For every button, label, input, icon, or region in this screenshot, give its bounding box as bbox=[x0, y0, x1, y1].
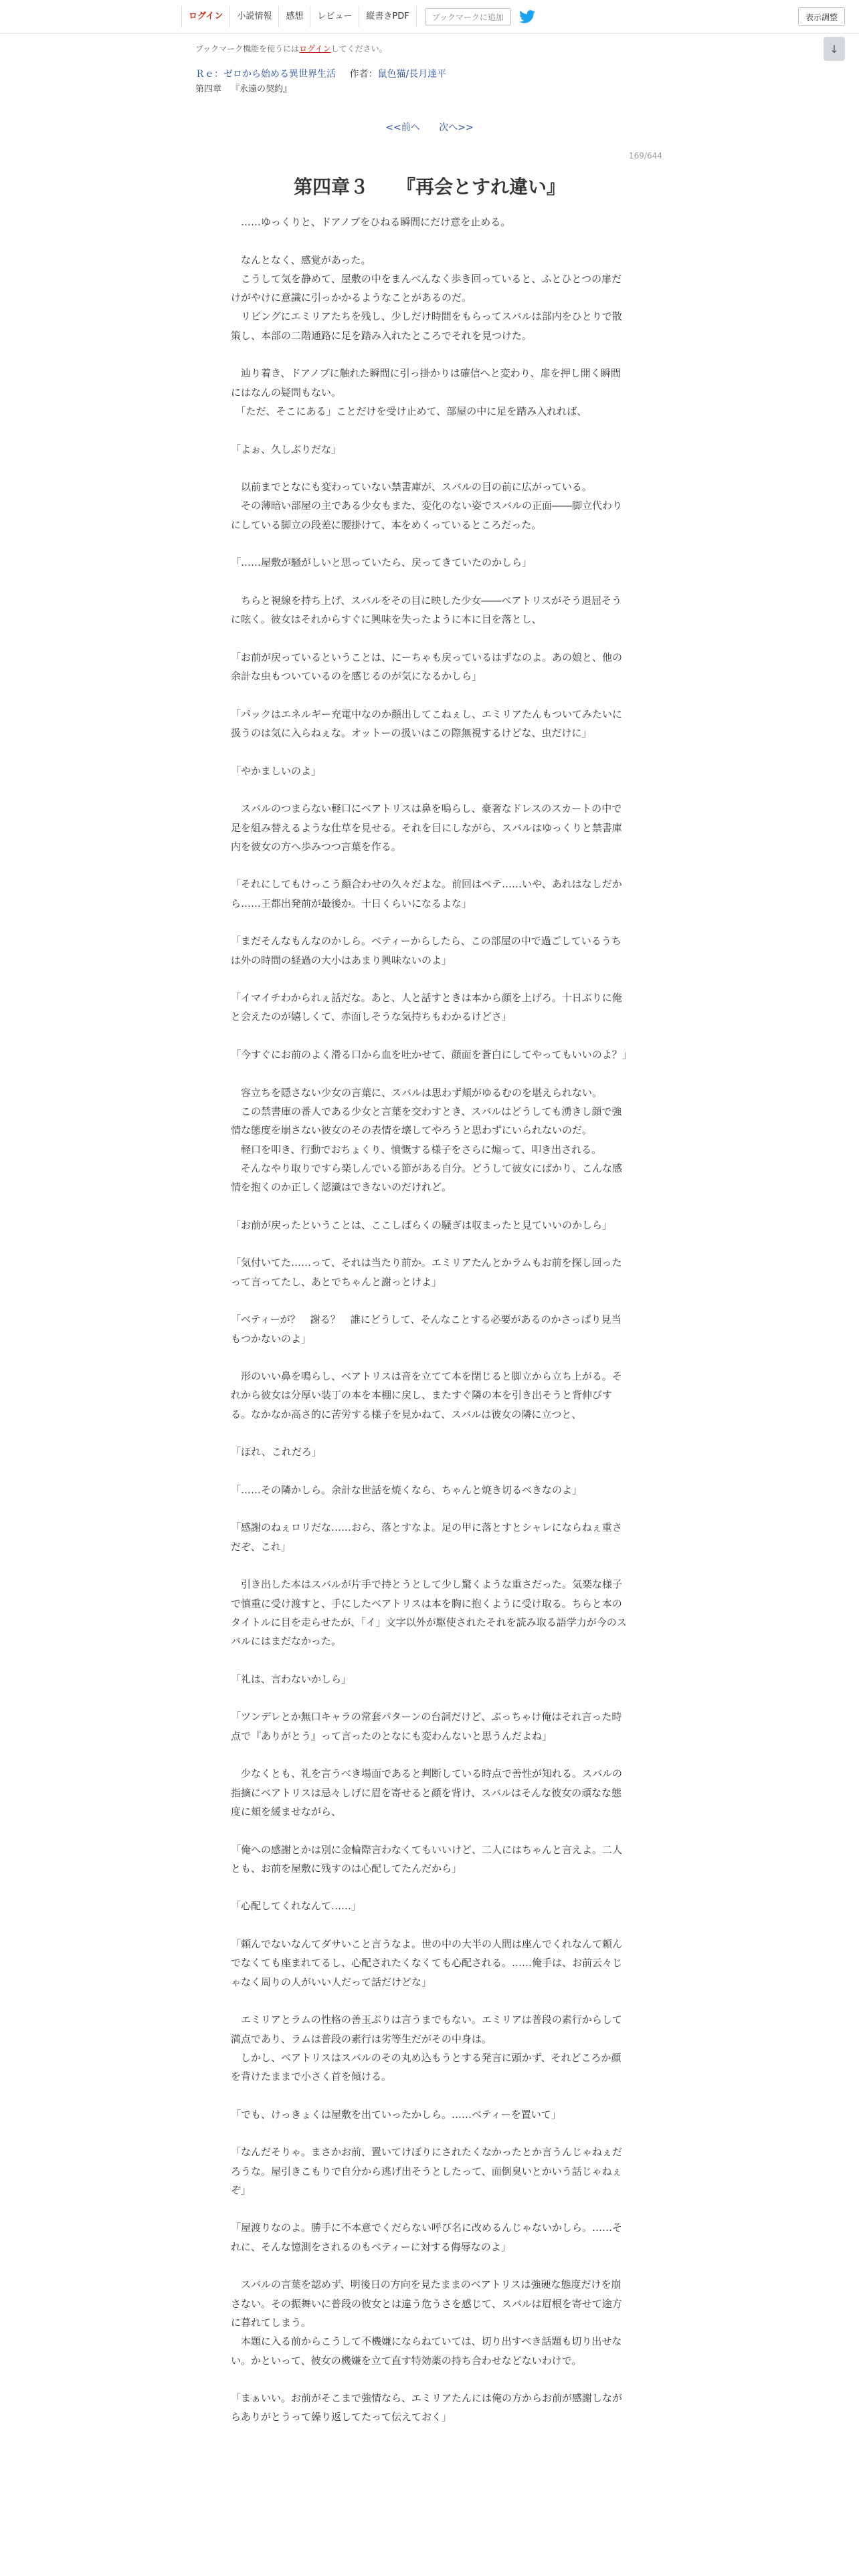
review-link[interactable]: レビュー bbox=[310, 6, 359, 27]
body-paragraph bbox=[231, 1462, 630, 1481]
bookmark-notice bbox=[195, 43, 387, 54]
body-paragraph: 辿り着き、ドアノブに触れた瞬間に引っ掛かりは確信へと変わり、扉を押し開く瞬間にはなんの疑問もない。 bbox=[231, 367, 621, 399]
body-paragraph: 軽口を叩き、行動でおちょくり、憤慨する様子をさらに煽って、叩き出される。 bbox=[231, 1143, 602, 1156]
scroll-down-button[interactable] bbox=[824, 37, 845, 61]
body-paragraph bbox=[231, 685, 630, 704]
body-paragraph: 「今すぐにお前のよく滑る口から血を吐かせて、顔面を蒼白にしてやってもいいのよ？」 bbox=[231, 1049, 632, 1061]
body-paragraph: 「お前が戻ったということは、ここしばらくの騒ぎは収まったと見ていいのかしら」 bbox=[231, 1218, 613, 1231]
body-paragraph bbox=[231, 1348, 630, 1367]
body-paragraph: スバルの言葉を認めず、明後日の方向を見たままのベアトリスは強硬な態度だけを崩さない。その振舞いに普段の彼女とは違う危うさを感じて、スバルは眉根を寄せて途方に暮れてしまう。 bbox=[231, 2278, 622, 2329]
add-bookmark-button[interactable]: ブックマークに追加 bbox=[425, 8, 511, 25]
body-paragraph: 「ただ、そこにある」ことだけを受け止めて、部屋の中に足を踏み入れれば、 bbox=[231, 405, 587, 417]
body-paragraph: 「パックはエネルギー充電中なのか顔出してこねぇし、エミリアたんもついてみたいに扱うのは気に入らねぇな。オットーの扱いはこの際無視するけどな、虫だけに」 bbox=[231, 708, 623, 740]
body-paragraph: 「頼んでないなんてダサいこと言うなよ。世の中の大半の人間は座んでくれなんて頼んでなくても座まれてるし、心配されたくなくても心配される。……俺手は、お前云々じゃなく周りの人がいい人だって話だけどな」 bbox=[231, 1938, 623, 1988]
body-paragraph: ……ゆっくりと、ドアノブをひねる瞬間にだけ意を止める。 bbox=[231, 216, 511, 228]
body-paragraph: 本題に入る前からこうして不機嫌にならねていては、切り出すべき話題も切り出せない。かといって、彼女の機嫌を立て直す特効薬の持ち合わせなどないわけで。 bbox=[231, 2335, 622, 2367]
body-paragraph: 「屋渡りなのよ。勝手に不本意でくだらない呼び名に改めるんじゃないかしら。……それに、そんな憶測をされるのもベティーに対する侮辱なのよ」 bbox=[231, 2222, 623, 2253]
body-paragraph bbox=[231, 970, 630, 988]
chapter-title: 第四章３ 『再会とすれ違い』 bbox=[293, 176, 565, 198]
body-paragraph: 「心配してくれなんて……」 bbox=[231, 1900, 362, 1913]
body-paragraph bbox=[231, 2086, 630, 2105]
body-paragraph bbox=[231, 421, 630, 439]
body-paragraph bbox=[231, 345, 630, 364]
body-paragraph: スバルのつまらない軽口にベアトリスは鼻を鳴らし、豪奢なドレスのスカートの中で足を組み替えるような仕草を見せる。それを目にしながら、スバルはゆっくりと禁書庫内を彼女の方へ歩みつつ言葉を作る。 bbox=[231, 802, 622, 853]
body-paragraph bbox=[231, 742, 630, 761]
body-paragraph: この禁書庫の番人である少女と言葉を交わすとき、スバルはどうしても湧きし顔で強情な態度を崩さない彼女のその表情を壊してやろうと思わずにいられないのだ。 bbox=[231, 1105, 622, 1137]
body-paragraph: 「お前が戻っているということは、にーちゃも戻っているはずなのよ。あの娘と、他の余計な虫もついているのを感じるのが気になるかしら」 bbox=[231, 651, 623, 683]
body-paragraph bbox=[231, 1196, 630, 1215]
arrow-down-icon: ↓ bbox=[830, 42, 839, 56]
bookmark-notice-suffix: してください。 bbox=[330, 44, 387, 53]
body-paragraph bbox=[231, 856, 630, 875]
body-paragraph bbox=[231, 1064, 630, 1083]
novel-body bbox=[231, 213, 630, 2427]
body-paragraph: 「まだそんなもんなのかしら。ベティーからしたら、この部屋の中で過ごしているうちは外の時間の経過の大小はあまり興味ないのよ」 bbox=[231, 935, 622, 966]
body-paragraph: 「ベティーが？ 謝る？ 誰にどうして、そんなことする必要があるのかさっぱり見当もつかないのよ」 bbox=[231, 1313, 622, 1345]
body-paragraph bbox=[231, 1424, 630, 1442]
body-paragraph: 「ツンデレとか無口キャラの常套パターンの台詞だけど、ぶっちゃけ俺はそれ言った時点で『ありがとう』って言ったのとなにも変わんないと思うんだよね」 bbox=[231, 1711, 622, 1742]
body-paragraph: 「気付いてた……って、それは当たり前か。エミリアたんとかラムもお前を探し回ったって言ってたし、あとでちゃんと謝っとけよ」 bbox=[231, 1257, 622, 1288]
body-paragraph: ちらと視線を持ち上げ、スバルをその目に映した少女――ベアトリスがそう退屈そうに呟く。彼女はそれからすぐに興味を失ったように本に目を落とし、 bbox=[231, 594, 622, 626]
impressions-link[interactable]: 感想 bbox=[278, 6, 310, 27]
body-paragraph bbox=[231, 231, 630, 250]
series-info bbox=[195, 67, 446, 80]
body-paragraph: 「でも、けっきょくは屋敷を出ていったかしら。……ベティーを置いて」 bbox=[231, 2108, 561, 2121]
series-title-link[interactable]: Ｒｅ：ゼロから始める異世界生活 bbox=[195, 69, 336, 80]
twitter-icon[interactable] bbox=[519, 9, 537, 24]
page-count: 169/644 bbox=[629, 151, 662, 160]
body-paragraph bbox=[231, 1556, 630, 1575]
body-paragraph: 引き出した本はスバルが片手で持とうとして少し驚くような重さだった。気楽な様子で慎重に受け渡すと、手にしたベアトリスは本を胸に抱くように受け取る。ちらと本のタイトルに目を走らせたが、「イ」文字以外が駆使されたそれを読み取る語学力が今のスバルにはまだなかった。 bbox=[231, 1578, 627, 1648]
body-paragraph bbox=[231, 913, 630, 932]
login-link[interactable]: ログイン bbox=[181, 6, 229, 27]
body-paragraph bbox=[231, 2370, 630, 2389]
body-paragraph: こうして気を静めて、屋敷の中をまんべんなく歩き回っていると、ふとひとつの扉だけがやけに意識に引っかかるようなことがあるのだ。 bbox=[231, 272, 622, 304]
body-paragraph bbox=[231, 2256, 630, 2275]
body-paragraph bbox=[231, 1235, 630, 1253]
body-paragraph bbox=[231, 572, 630, 591]
body-paragraph bbox=[231, 1499, 630, 1518]
body-paragraph: 「……屋敷が騒がしいと思っていたら、戻ってきていたのかしら」 bbox=[231, 556, 533, 569]
body-paragraph bbox=[231, 1916, 630, 1935]
body-paragraph bbox=[231, 2199, 630, 2218]
body-paragraph: 形のいい鼻を鳴らし、ベアトリスは音を立てて本を閉じると脚立から立ち上がる。それから彼女は分厚い装丁の本を本棚に戻し、またすぐ隣の本を引き出そうと背伸びする。なかなか高さ的に苦労する様子を見かねて、スバルは彼女の隣に立つと、 bbox=[231, 1370, 622, 1420]
arc-info bbox=[195, 82, 292, 94]
bookmark-login-link[interactable]: ログイン bbox=[299, 44, 331, 53]
body-paragraph: 容立ちを隠さない少女の言葉に、スバルは思わず頬がゆるむのを堪えられない。 bbox=[231, 1086, 603, 1099]
body-paragraph bbox=[231, 1745, 630, 1764]
top-navigation-bar bbox=[0, 0, 859, 33]
body-paragraph: 「なんだそりゃ。まさかお前、置いてけぼりにされたくなかったとか言うんじゃねぇだろうな。屋引きこもりで自分から逃げ出そうとしたって、面倒臭いとかいう話じゃねぇぞ」 bbox=[231, 2146, 623, 2196]
body-paragraph: そんなやり取りですら楽しんでいる節がある自分。どうして彼女にばかり、こんな感情を抱くのか正しく認識はできないのだけれど。 bbox=[231, 1162, 623, 1194]
arc-chapter: 第四章 bbox=[195, 84, 222, 94]
body-paragraph bbox=[231, 459, 630, 477]
body-paragraph: リビングにエミリアたちを残し、少しだけ時間をもらってスバルは部内をひとりで散策し、本部の二階通路に足を踏み入れたところでそれを見つけた。 bbox=[231, 310, 622, 342]
body-paragraph bbox=[231, 1878, 630, 1897]
body-paragraph bbox=[231, 1027, 630, 1045]
body-paragraph: 以前までとなにも変わっていない禁書庫が、スバルの目の前に広がっている。 bbox=[231, 481, 592, 494]
body-paragraph: 「俺への感謝とかは別に金輪際言わなくてもいいけど、二人にはちゃんと言えよ。二人とも、お前を屋敷に残すのは心配してたんだから」 bbox=[231, 1843, 623, 1874]
body-paragraph: エミリアとラムの性格の善玉ぶりは言うまでもない。エミリアは普段の素行からして満点であり、ラムは普段の素行は劣等生だがその中身は。 bbox=[231, 2014, 622, 2045]
vertical-pdf-link[interactable]: 縦書きPDF bbox=[359, 6, 416, 27]
novel-info-link[interactable]: 小説情報 bbox=[229, 6, 278, 27]
body-paragraph: 「やかましいのよ」 bbox=[231, 764, 322, 777]
body-paragraph: 「まぁいい。お前がそこまで強情なら、エミリアたんには俺の方からお前が感謝しながらありがとうって繰り返してたって伝えておく」 bbox=[231, 2392, 623, 2424]
author-label: 作者： bbox=[349, 69, 378, 80]
body-paragraph bbox=[231, 1291, 630, 1310]
body-paragraph: 「よぉ、久しぶりだな」 bbox=[231, 443, 342, 455]
author-link[interactable]: 鼠色猫/長月達平 bbox=[377, 69, 447, 80]
display-settings-button[interactable]: 表示調整 bbox=[798, 7, 845, 26]
body-paragraph: 「感謝のねぇロリだな……おら、落とすなよ。足の甲に落とすとシャレにならねぇ重さだぞ、これ」 bbox=[231, 1521, 622, 1553]
main-nav bbox=[181, 6, 537, 27]
body-paragraph bbox=[231, 629, 630, 648]
body-paragraph bbox=[231, 1689, 630, 1707]
body-paragraph bbox=[231, 1651, 630, 1670]
body-paragraph: なんとなく、感覚があった。 bbox=[231, 253, 371, 266]
body-paragraph bbox=[231, 2124, 630, 2143]
body-paragraph: 「それにしてもけっこう顔合わせの久々だよな。前回はペテ……いや、あれはなしだから……王都出発前が最後か。十日くらいになるよな」 bbox=[231, 878, 622, 909]
body-paragraph: 少なくとも、礼を言うべき場面であると判断している時点で善性が知れる。スバルの指摘にベアトリスは忌々しげに眉を寄せると顔を背け、スバルはそんな彼女の頑なな態度に頬を緩ませながら、 bbox=[231, 1767, 623, 1818]
body-paragraph: その薄暗い部屋の主である少女もまた、変化のない姿でスバルの正面――脚立代わりにしている脚立の段差に腰掛けて、本をめくっているところだった。 bbox=[231, 500, 623, 531]
body-paragraph bbox=[231, 534, 630, 553]
body-paragraph bbox=[231, 780, 630, 799]
prev-page-link[interactable]: <<前へ bbox=[385, 122, 420, 133]
body-paragraph bbox=[231, 1821, 630, 1840]
body-paragraph: 「イマイチわかられぇ話だな。あと、人と話すときは本から顔を上げろ。十日ぶりに俺と会えたのが嬉しくて、赤面しそうな気持ちもわかるけどさ」 bbox=[231, 992, 622, 1023]
body-paragraph: 「……その隣かしら。余計な世話を焼くなら、ちゃんと焼き切るべきなのよ」 bbox=[231, 1483, 583, 1496]
bookmark-notice-prefix: ブックマーク機能を使うには bbox=[195, 44, 300, 53]
pager bbox=[0, 120, 859, 134]
body-paragraph bbox=[231, 1992, 630, 2010]
next-page-link[interactable]: 次へ>> bbox=[439, 122, 474, 133]
body-paragraph: しかし、ベアトリスはスバルのその丸め込もうとする発言に頭かず、それどころか顔を背けたままで小さく首を傾ける。 bbox=[231, 2051, 622, 2083]
body-paragraph: 「ほれ、これだろ」 bbox=[231, 1446, 322, 1459]
arc-name: 『永遠の契約』 bbox=[231, 84, 292, 94]
body-paragraph: 「礼は、言わないかしら」 bbox=[231, 1673, 352, 1685]
